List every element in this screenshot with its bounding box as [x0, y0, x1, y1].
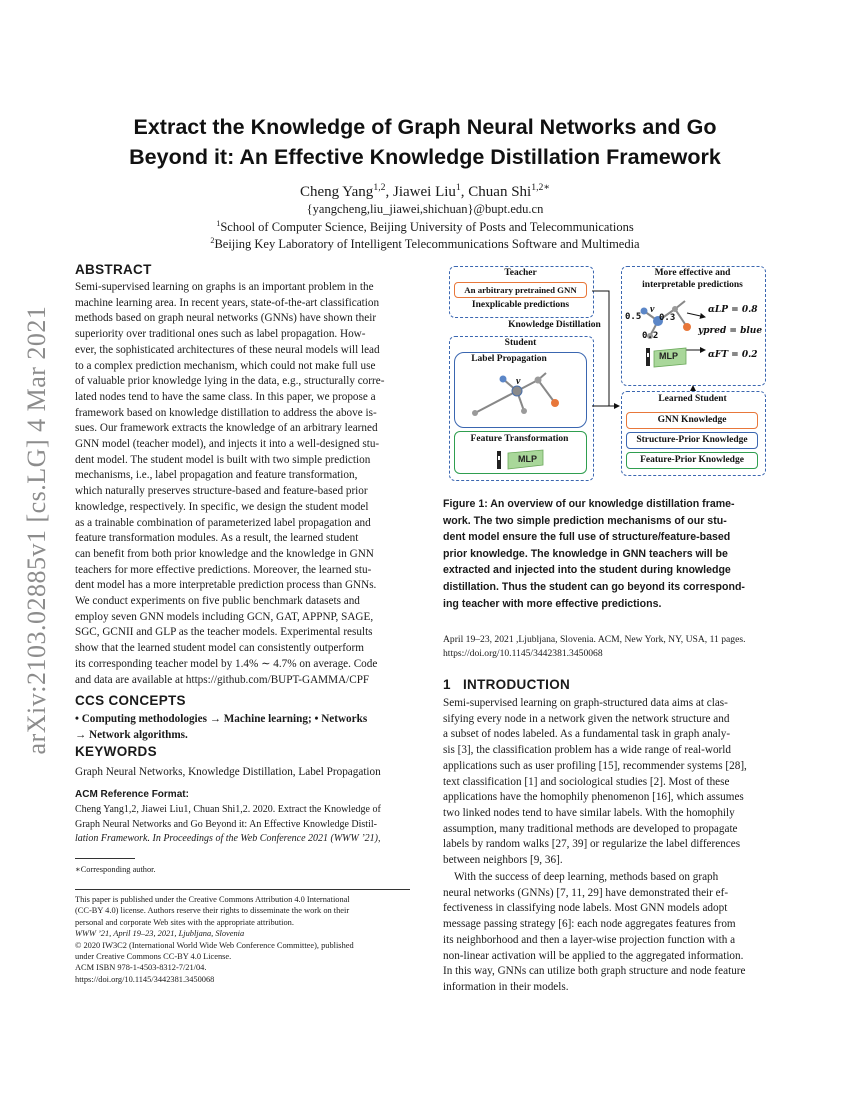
license-block [75, 894, 410, 985]
abstract-line: dent model. The student model is built with two simple prediction [75, 453, 371, 466]
label-propagation-title: Label Propagation [471, 354, 547, 364]
intro-line: between neighbors [9, 36]. [443, 854, 563, 867]
license-line: This paper is published under the Creative Commons Attribution 4.0 International [75, 895, 350, 904]
footnote: ∗Corresponding author. [75, 865, 156, 874]
abstract-line: framework based on knowledge distillation to address the above is- [75, 406, 377, 419]
abstract-line: lated nodes tend to have the same class. In this paper, we propose a [75, 390, 376, 403]
license-rule [75, 889, 410, 890]
conference-reference [443, 633, 778, 660]
abstract-line: show that the learned student model can consistently outperform [75, 642, 364, 655]
author-list: Cheng Yang$^{1,2}$, Jiawei Liu$^1$, Chuan Shi$^{1,2∗}$ [299, 182, 551, 200]
abstract-line: to a complex prediction mechanism, which could not make full use [75, 359, 376, 372]
alpha-ft-label: αFT = 0.2 [708, 350, 758, 360]
section-number: 1 [443, 677, 451, 692]
pred-weight-03: 0.3 [659, 313, 676, 323]
abstract-line: of valuable prior knowledge lying in the data, e.g., structurally corre- [75, 375, 385, 388]
author-2: Jiawei Liu [393, 184, 456, 200]
intro-line: labels by random walks [27, 39] or regularize the label differences [443, 838, 741, 851]
figure-overview [443, 263, 779, 481]
abstract-line: and data are available at https://github.com/BUPT-GAMMA/CPF [75, 673, 370, 686]
ccs-line-1: • Computing methodologies → Machine learning; • Networks [75, 713, 368, 725]
intro-line: non-linear activation will be applied to the aggregated information. [443, 949, 744, 962]
license-line: WWW ’21, April 19–23, 2021, Ljubljana, Slovenia [75, 929, 245, 939]
affiliation-1-text: School of Computer Science, Beijing University of Posts and Telecommunications [220, 220, 634, 235]
caption-line: distillation. Thus the student can go beyond its correspond- [443, 580, 745, 593]
intro-line: applications have the homophily phenomenon [16], which assumes [443, 791, 744, 804]
acm-ref-line-1: Cheng Yang1,2, Jiawei Liu1, Chuan Shi1,2. 2020. Extract the Knowledge of [75, 804, 381, 815]
y-pred-label: ypred = blue [698, 326, 763, 336]
intro-line: fectiveness in classifying node labels. Most GNN models adopt [443, 902, 728, 915]
teacher-model-box: An arbitrary pretrained GNN [454, 282, 587, 298]
license-line: under Creative Commons CC-BY 4.0 License. [75, 952, 232, 962]
arxiv-stamp [12, 290, 62, 770]
acm-ref-line-2: Graph Neural Networks and Go Beyond it: An Effective Knowledge Distil- [75, 818, 377, 830]
affiliation-2 [60, 236, 790, 252]
student-title: Student [504, 338, 537, 348]
intro-line: information in their models. [443, 980, 569, 993]
affiliation-2-sup: 2 [210, 236, 215, 245]
caption-line: ing teacher with more effective predictions. [443, 597, 662, 610]
title-line-1: Extract the Knowledge of Graph Neural Networks and Go [133, 115, 717, 139]
acm-ref-body [75, 803, 410, 847]
license-line: © 2020 IW3C2 (International World Wide Web Conference Committee), published [75, 940, 354, 950]
teacher-note: Inexplicable predictions [471, 300, 570, 310]
intro-line: text classification [1] and sociological studies [2]. Most of these [443, 775, 730, 788]
acm-ref-line-3: lation Framework. In Proceedings of the Web Conference 2021 (WWW ’21), [75, 833, 381, 844]
license-line: (CC-BY 4.0) license. Authors reserve their rights to disseminate the work on their [75, 906, 350, 916]
abstract-line: GNN model (teacher model), and injects it into a well-designed stu- [75, 438, 380, 451]
intro-line: With the success of deep learning, methods based on graph [454, 871, 719, 883]
abstract-line: can benefit from both prior knowledge and the knowledge in GNN [75, 547, 374, 560]
ccs-body [75, 712, 410, 743]
abstract-line: Semi-supervised learning on graphs is an important problem in the [75, 281, 374, 293]
intro-line: sifying every node in a network given the network structure and [443, 712, 730, 725]
intro-line: neural networks (GNNs) [7, 11, 29] have demonstrated their ef- [443, 886, 729, 899]
structure-knowledge-box: Structure-Prior Knowledge [626, 432, 758, 449]
abstract-line: which naturally preserves structure-based and feature-based prior [75, 485, 368, 498]
arxiv-stamp-text: arXiv:2103.02885v1 [cs.LG] 4 Mar 2021 [22, 305, 51, 755]
ccs-line-2: → Network algorithms. [75, 728, 188, 741]
pred-weight-02: 0.2 [642, 331, 659, 341]
affiliation-1-sup: 1 [216, 219, 221, 228]
author-1: Cheng Yang [299, 184, 374, 200]
conference-line-1: April 19–23, 2021 ,Ljubljana, Slovenia. ACM, New York, NY, USA, 11 pages. [443, 634, 746, 645]
author-1-sup: 1,2 [373, 182, 386, 193]
intro-line: two linked nodes tend to have similar labels. With the homophily [443, 806, 735, 819]
abstract-line: ever, the sophisticated architectures of these neural models will lead [75, 343, 380, 356]
caption-line: work. The two simple prediction mechanisms of our stu- [443, 514, 727, 527]
author-email: {yangcheng,liu_jiawei,shichuan}@bupt.edu.cn [306, 202, 544, 216]
paper-title [60, 112, 790, 172]
title-line-2: Beyond it: An Effective Knowledge Distillation Framework [129, 145, 721, 169]
abstract-line: We conduct experiments on five public benchmark datasets and [75, 595, 360, 608]
intro-line: a subset of nodes labeled. As a fundamental task in graph analy- [443, 728, 731, 741]
figure-caption [443, 496, 778, 612]
abstract-line: its corresponding teacher model by 1.4% ∼ 4.7% on average. Code [75, 657, 378, 670]
learned-student-title: Learned Student [658, 394, 727, 404]
affiliation-2-text: Beijing Key Laboratory of Intelligent Telecommunications Software and Multimedia [214, 237, 640, 252]
abstract-line: dent model has a more interpretable prediction process than GNNs. [75, 579, 377, 592]
abstract-line: sues. Our framework extracts the knowledge of an arbitrary learned [75, 422, 378, 435]
license-line: ACM ISBN 978-1-4503-8312-7/21/04. [75, 963, 207, 973]
license-line: personal and corporate Web sites with the appropriate attribution. [75, 917, 294, 927]
abstract-line: feature transformation modules. As a result, the learned student [75, 532, 359, 545]
keywords-text: Graph Neural Networks, Knowledge Distillation, Label Propagation [75, 766, 381, 778]
section-heading-introduction [443, 677, 570, 692]
lp-graph [472, 373, 559, 416]
alpha-lp-label: αLP = 0.8 [708, 305, 758, 315]
feature-transformation-title: Feature Transformation [470, 434, 569, 444]
predictions-title-2: interpretable predictions [642, 280, 743, 290]
intro-line: In this way, GNNs can utilize both graph structure and node feature [443, 965, 746, 978]
intro-line: message passing strategy [6]: each node aggregates features from [443, 918, 736, 931]
abstract-line: methods based on graph neural networks (GNNs) have shown their [75, 312, 377, 325]
abstract-body [75, 280, 410, 688]
affiliation-1 [60, 219, 790, 235]
abstract-line: SGC, GCNII and GLP as the teacher models. Experimental results [75, 626, 373, 639]
author-3: Chuan Shi [468, 184, 532, 200]
lp-node-v-label: v [516, 376, 521, 387]
abstract-line: teachers for more effective predictions. Moreover, the learned stu- [75, 563, 372, 576]
kd-label: Knowledge Distillation [508, 320, 601, 330]
caption-line: dent model ensure the full use of structure/feature-based [443, 531, 731, 544]
intro-line: sis [3], the classification problem has a wide range of real-world [443, 744, 731, 757]
abstract-heading: ABSTRACT [75, 262, 152, 277]
caption-line: extracted and injected into the student during knowledge [443, 564, 731, 577]
intro-line: applications such as user profiling [15], recommender systems [28], [443, 759, 747, 772]
intro-paragraph-2 [443, 870, 778, 996]
pred-mlp-label: MLP [659, 351, 678, 361]
intro-line: Semi-supervised learning on graph-structured data aims at clas- [443, 697, 728, 709]
feature-knowledge-box: Feature-Prior Knowledge [626, 452, 758, 469]
teacher-title: Teacher [504, 268, 537, 278]
footnote-rule [75, 858, 135, 859]
abstract-line: superiority over traditional ones such as label propagation. How- [75, 328, 366, 341]
abstract-line: as a trainable combination of parameterized label propagation and [75, 516, 371, 529]
kd-arrow-line [592, 291, 609, 406]
abstract-line: mechanisms, i.e., label propagation and feature transformation, [75, 469, 358, 482]
acm-ref-heading: ACM Reference Format: [75, 789, 189, 800]
caption-line: Figure 1: An overview of our knowledge distillation frame- [443, 498, 735, 510]
keywords-heading: KEYWORDS [75, 744, 157, 759]
license-line: https://doi.org/10.1145/3442381.3450068 [75, 974, 215, 984]
ccs-heading: CCS CONCEPTS [75, 693, 186, 708]
pred-graph [625, 301, 762, 367]
caption-line: prior knowledge. The knowledge in GNN teachers will be [443, 547, 728, 560]
abstract-line: employ seven GNN models including GCN, GAT, APPNP, SAGE, [75, 610, 374, 623]
figure-graphics [443, 263, 779, 481]
abstract-line: knowledge, respectively. In specific, we design the student model [75, 500, 369, 513]
intro-line: assumption, many traditional methods are developed to propagate [443, 822, 738, 835]
ft-mlp-label: MLP [518, 454, 537, 464]
gnn-knowledge-box: GNN Knowledge [626, 412, 758, 429]
conference-doi: https://doi.org/10.1145/3442381.3450068 [443, 647, 603, 659]
intro-line: its neighborhood and then a layer-wise projection function with a [443, 933, 736, 946]
intro-paragraph-1 [443, 696, 778, 869]
pred-node-v-label: v [650, 304, 655, 315]
author-2-sup: 1 [455, 182, 461, 193]
pred-weight-05: 0.5 [625, 312, 642, 322]
author-3-sup: 1,2∗ [531, 182, 551, 193]
abstract-line: machine learning area. In recent years, state-of-the-art classification [75, 296, 380, 309]
section-title: INTRODUCTION [462, 677, 571, 692]
predictions-title-1: More effective and [654, 268, 731, 278]
